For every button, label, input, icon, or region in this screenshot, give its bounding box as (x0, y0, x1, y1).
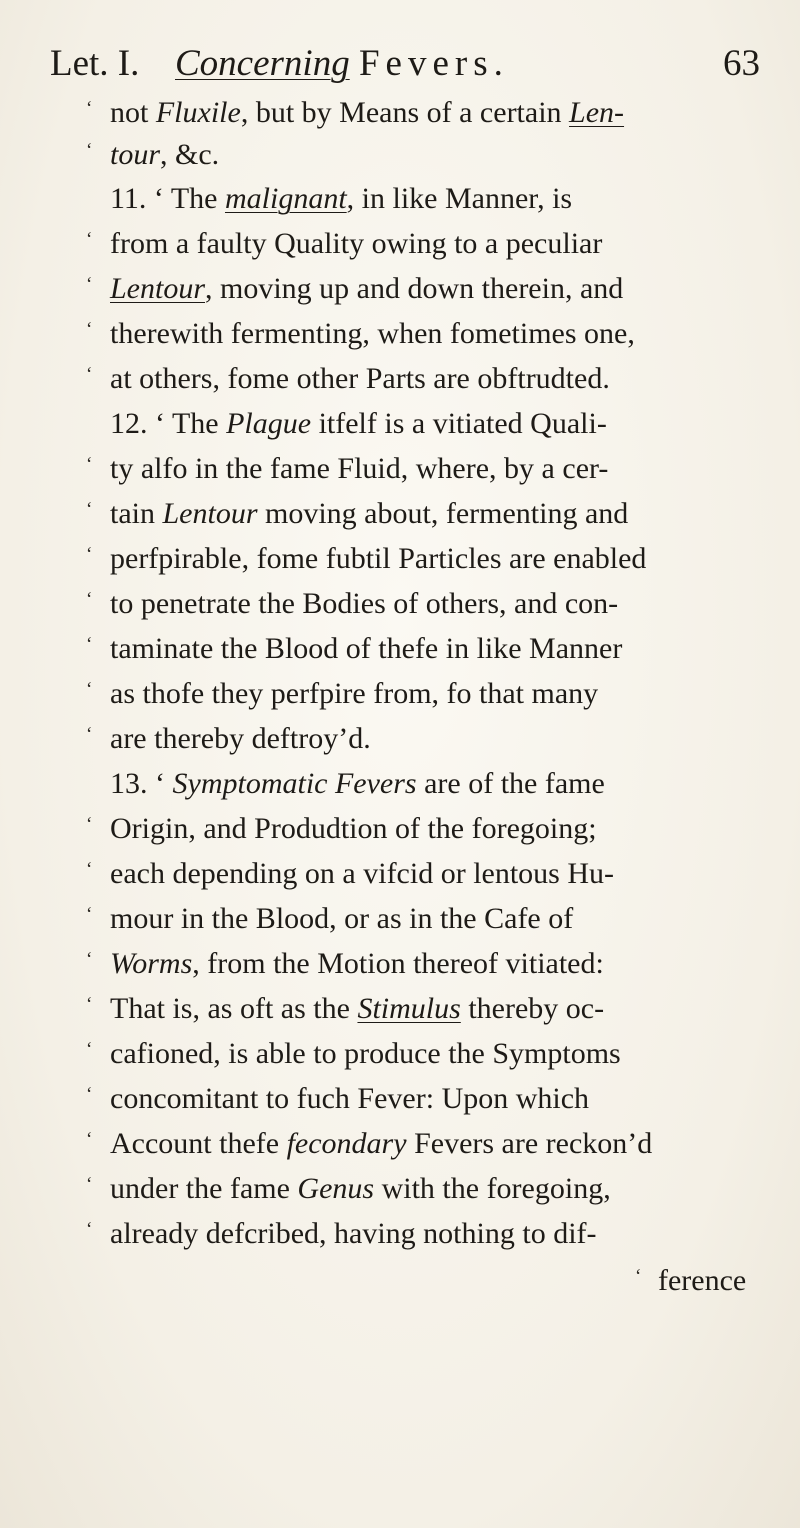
quote-mark: ‘ (86, 859, 93, 880)
text-line: ‘ are thereby deftroy’d. (0, 716, 800, 762)
page-number: 63 (723, 43, 760, 84)
quote-mark: ‘ (86, 814, 93, 835)
quote-mark: ‘ (86, 949, 93, 970)
quote-mark: ‘ (86, 1219, 93, 1240)
quote-mark: ‘ (86, 274, 93, 295)
text-line: ‘ tain Lentour moving about, fermenting and (0, 491, 800, 537)
text-line: ‘ mour in the Blood, or as in the Cafe of (0, 896, 800, 942)
quote-mark: ‘ (86, 589, 93, 610)
header-concerning: Concerning (175, 43, 350, 84)
text-line: ‘ perfpirable, fome fubtil Particles are enabled (0, 536, 800, 582)
quote-mark: ‘ (86, 544, 93, 565)
quote-mark: ‘ (86, 98, 93, 119)
text-line: 13. ‘ Symptomatic Fevers are of the fame (110, 767, 605, 800)
quote-mark: ‘ (86, 724, 93, 745)
catchword-line (0, 1258, 800, 1304)
text-line: ‘ Lentour, moving up and down therein, and (0, 266, 800, 312)
text-line: ‘ Origin, and Produdtion of the foregoing; (0, 806, 800, 852)
text-line: 12. ‘ The Plague itfelf is a vitiated Quali- (110, 407, 607, 440)
quote-mark: ‘ (86, 679, 93, 700)
running-header (50, 34, 760, 94)
header-title (175, 34, 509, 94)
quote-mark: ‘ (86, 634, 93, 655)
text-line: ‘ ty alfo in the fame Fluid, where, by a cer- (0, 446, 800, 492)
text-line: ‘ therewith fermenting, when fometimes one, (0, 311, 800, 357)
quote-mark: ‘ (86, 1084, 93, 1105)
quote-mark: ‘ (86, 1039, 93, 1060)
text-line: ‘ That is, as oft as the Stimulus thereby oc- (0, 986, 800, 1032)
text-line: ‘ Account thefe fecondary Fevers are reckon’d (0, 1121, 800, 1167)
text-line: ‘ taminate the Blood of thefe in like Manner (0, 626, 800, 672)
text-line: ‘ tour, &c. (0, 132, 800, 178)
text-line: ‘ concomitant to fuch Fever: Upon which (0, 1076, 800, 1122)
catchword: ference (658, 1264, 747, 1297)
text-line: ‘ at others, fome other Parts are obftrudted. (0, 356, 800, 402)
quote-mark: ‘ (86, 364, 93, 385)
text-line: 11. ‘ The malignant, in like Manner, is (110, 182, 573, 215)
quote-mark: ‘ (86, 499, 93, 520)
text-line: ‘ each depending on a vifcid or lentous Hu- (0, 851, 800, 897)
text-line: ‘ not Fluxile, but by Means of a certain Len- (0, 90, 800, 136)
quote-mark: ‘ (86, 1129, 93, 1150)
text-line: ‘ to penetrate the Bodies of others, and con- (0, 581, 800, 627)
text-line: ‘ Worms, from the Motion thereof vitiated: (0, 941, 800, 987)
header-fevers: Fevers. (358, 43, 509, 84)
quote-mark: ‘ (86, 1174, 93, 1195)
quote-mark: ‘ (86, 229, 93, 250)
text-line: ‘ from a faulty Quality owing to a peculiar (0, 221, 800, 267)
header-section: Let. I. (50, 43, 140, 84)
quote-mark: ‘ (86, 454, 93, 475)
quote-mark: ‘ (86, 994, 93, 1015)
text-line: ‘ under the fame Genus with the foregoing, (0, 1166, 800, 1212)
text-line: ‘ as thofe they perfpire from, fo that many (0, 671, 800, 717)
quote-mark: ‘ (635, 1266, 642, 1287)
text-line: ‘ already defcribed, having nothing to dif- (0, 1211, 800, 1257)
quote-mark: ‘ (86, 319, 93, 340)
text-line: ‘ cafioned, is able to produce the Symptoms (0, 1031, 800, 1077)
quote-mark: ‘ (86, 904, 93, 925)
quote-mark: ‘ (86, 140, 93, 161)
